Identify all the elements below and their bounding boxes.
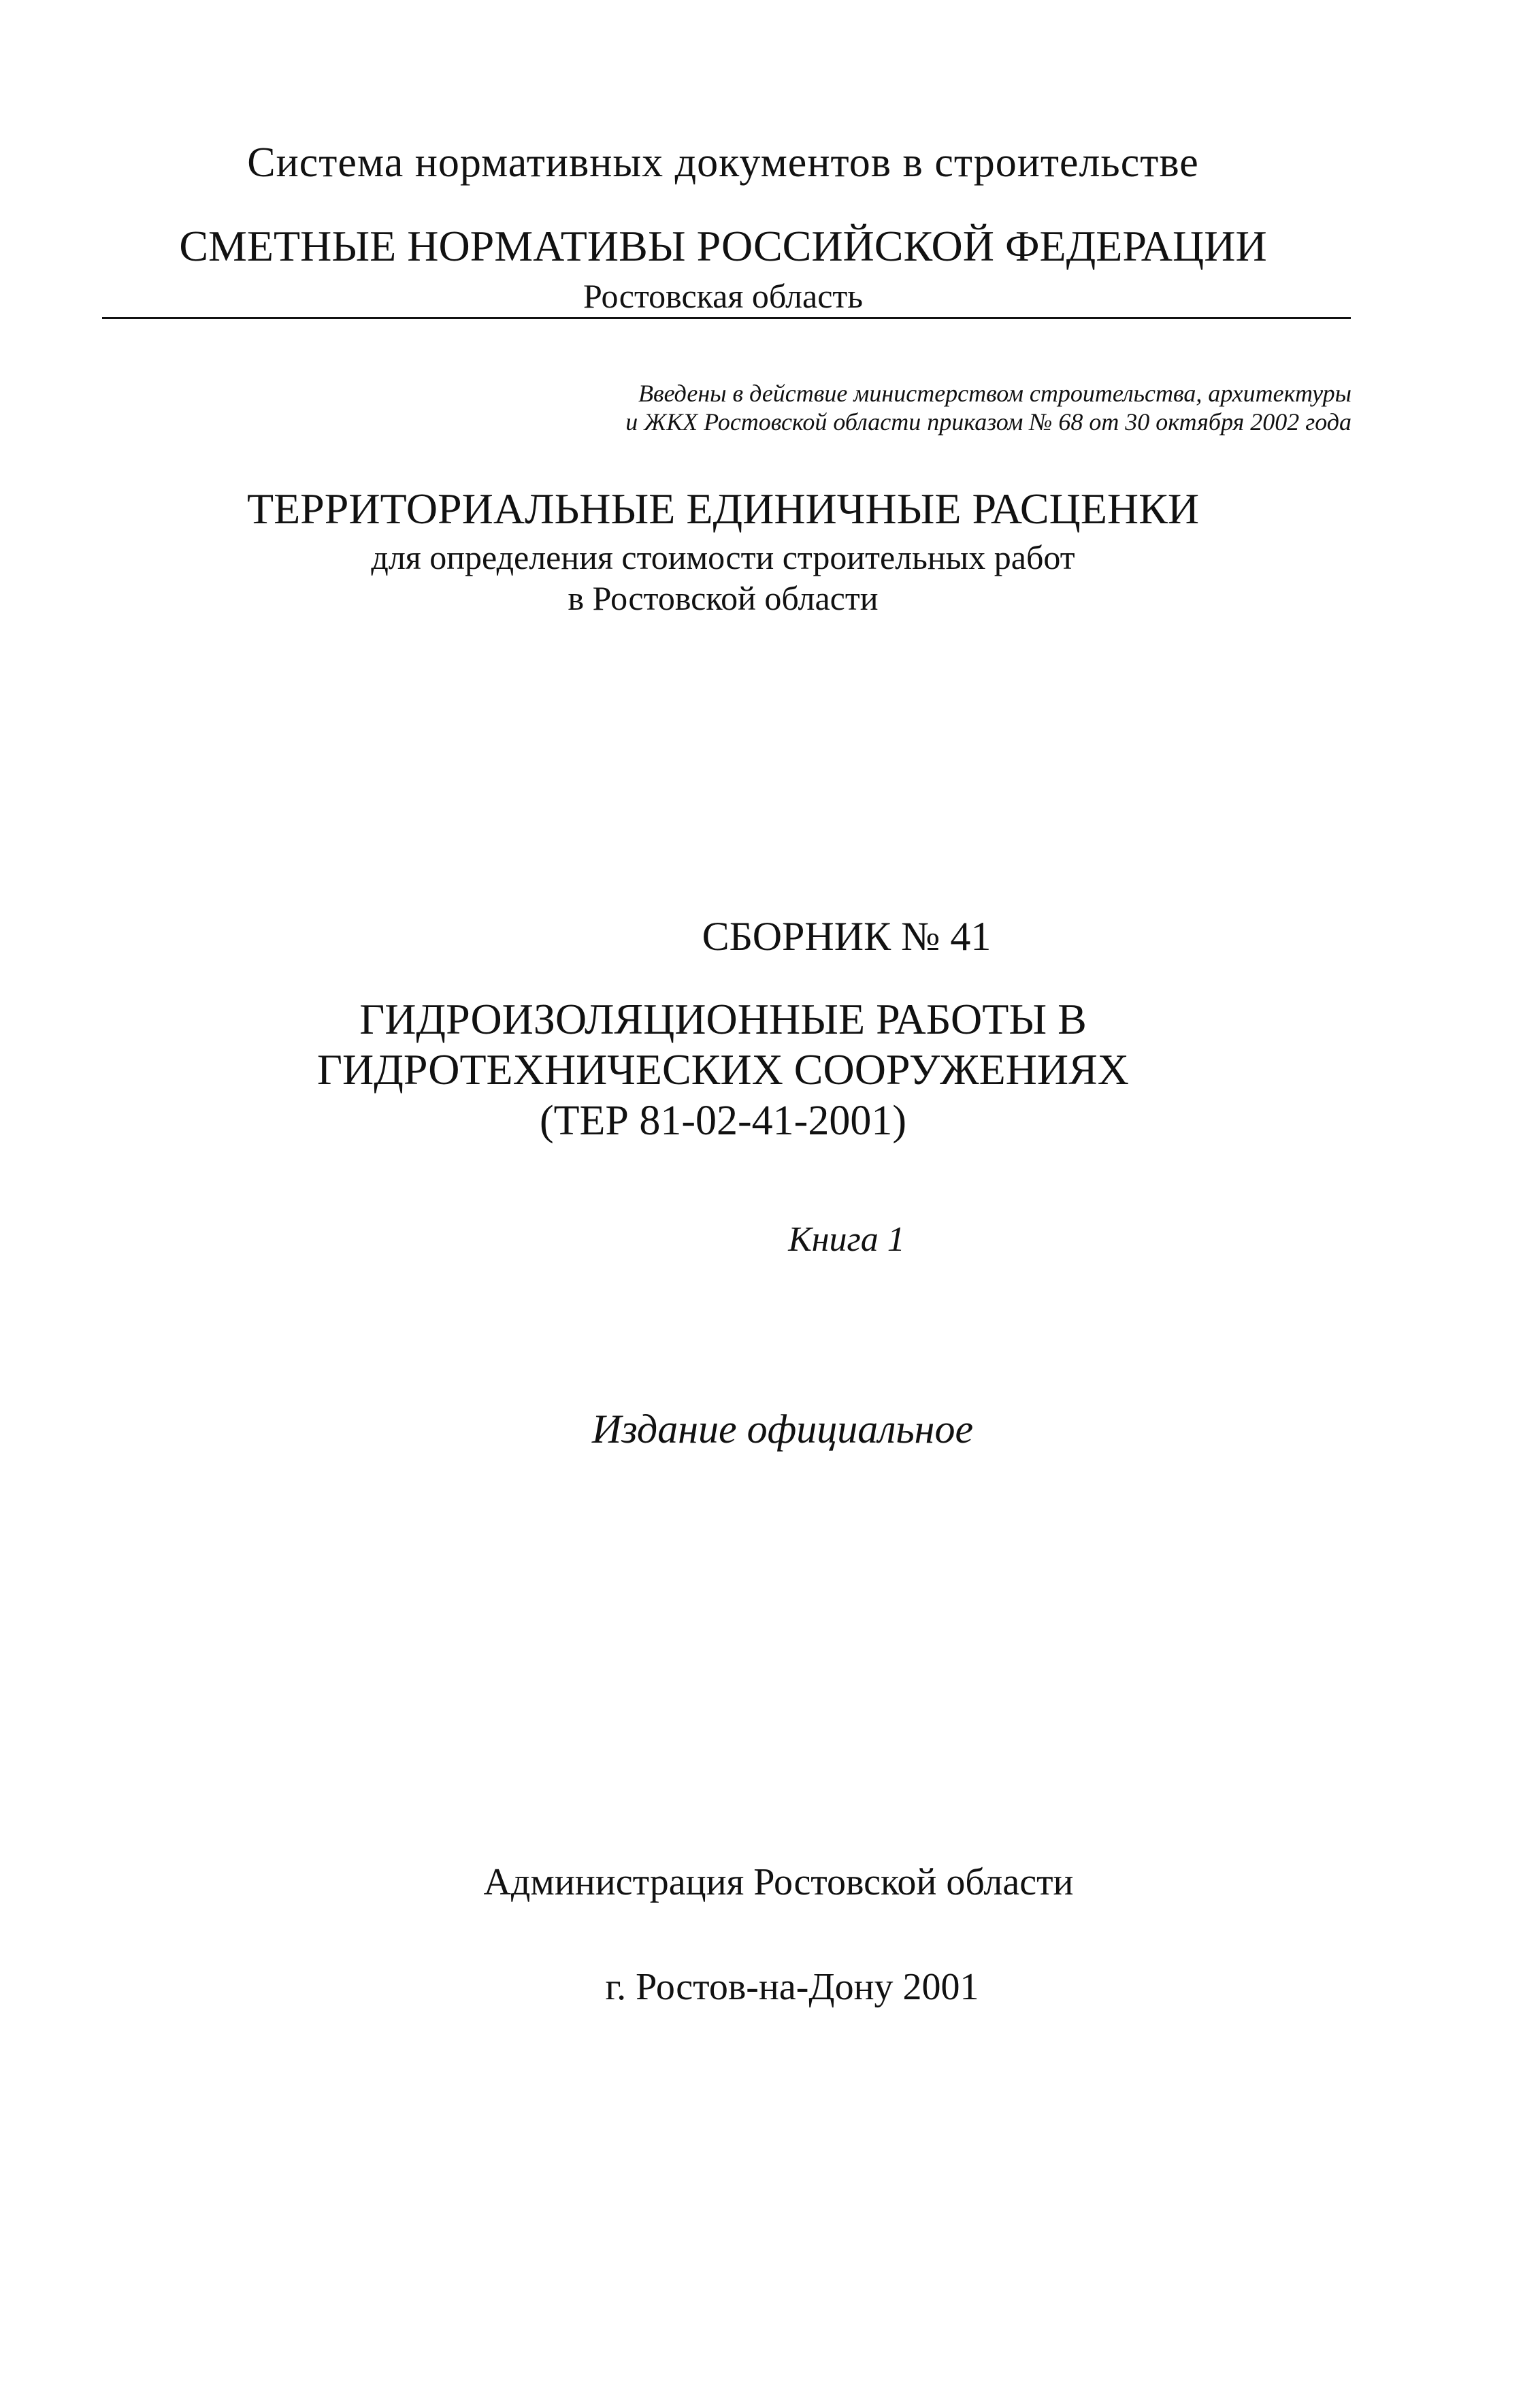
norms-title: СМЕТНЫЕ НОРМАТИВЫ РОССИЙСКОЙ ФЕДЕРАЦИИ	[179, 222, 1267, 270]
collection-code: (ТЕР 81-02-41-2001)	[540, 1098, 906, 1144]
collection-name-line-2: ГИДРОТЕХНИЧЕСКИХ СООРУЖЕНИЯХ	[316, 1045, 1130, 1094]
edition-label: Издание официальное	[591, 1407, 974, 1451]
main-subtitle-line-2: в Ростовской области	[568, 579, 879, 617]
decree-line-2: и ЖКХ Ростовской области приказом № 68 от 30 октября 2002 года	[625, 408, 1351, 436]
publisher: Администрация Ростовской области	[483, 1861, 1074, 1903]
collection-number: СБОРНИК № 41	[702, 914, 992, 959]
main-subtitle-line-1: для определения стоимости строительных работ	[371, 538, 1075, 576]
place-year: г. Ростов-на-Дону 2001	[605, 1966, 979, 2008]
system-title: Система нормативных документов в строительстве	[247, 140, 1199, 186]
main-title: ТЕРРИТОРИАЛЬНЫЕ ЕДИНИЧНЫЕ РАСЦЕНКИ	[246, 485, 1200, 533]
collection-name-line-1: ГИДРОИЗОЛЯЦИОННЫЕ РАБОТЫ В	[359, 995, 1087, 1043]
decree-line-1: Введены в действие министерством строительства, архитектуры	[638, 380, 1351, 407]
region-subtitle: Ростовская область	[583, 277, 864, 315]
header-divider	[102, 317, 1351, 319]
book-number: Книга 1	[788, 1220, 905, 1259]
